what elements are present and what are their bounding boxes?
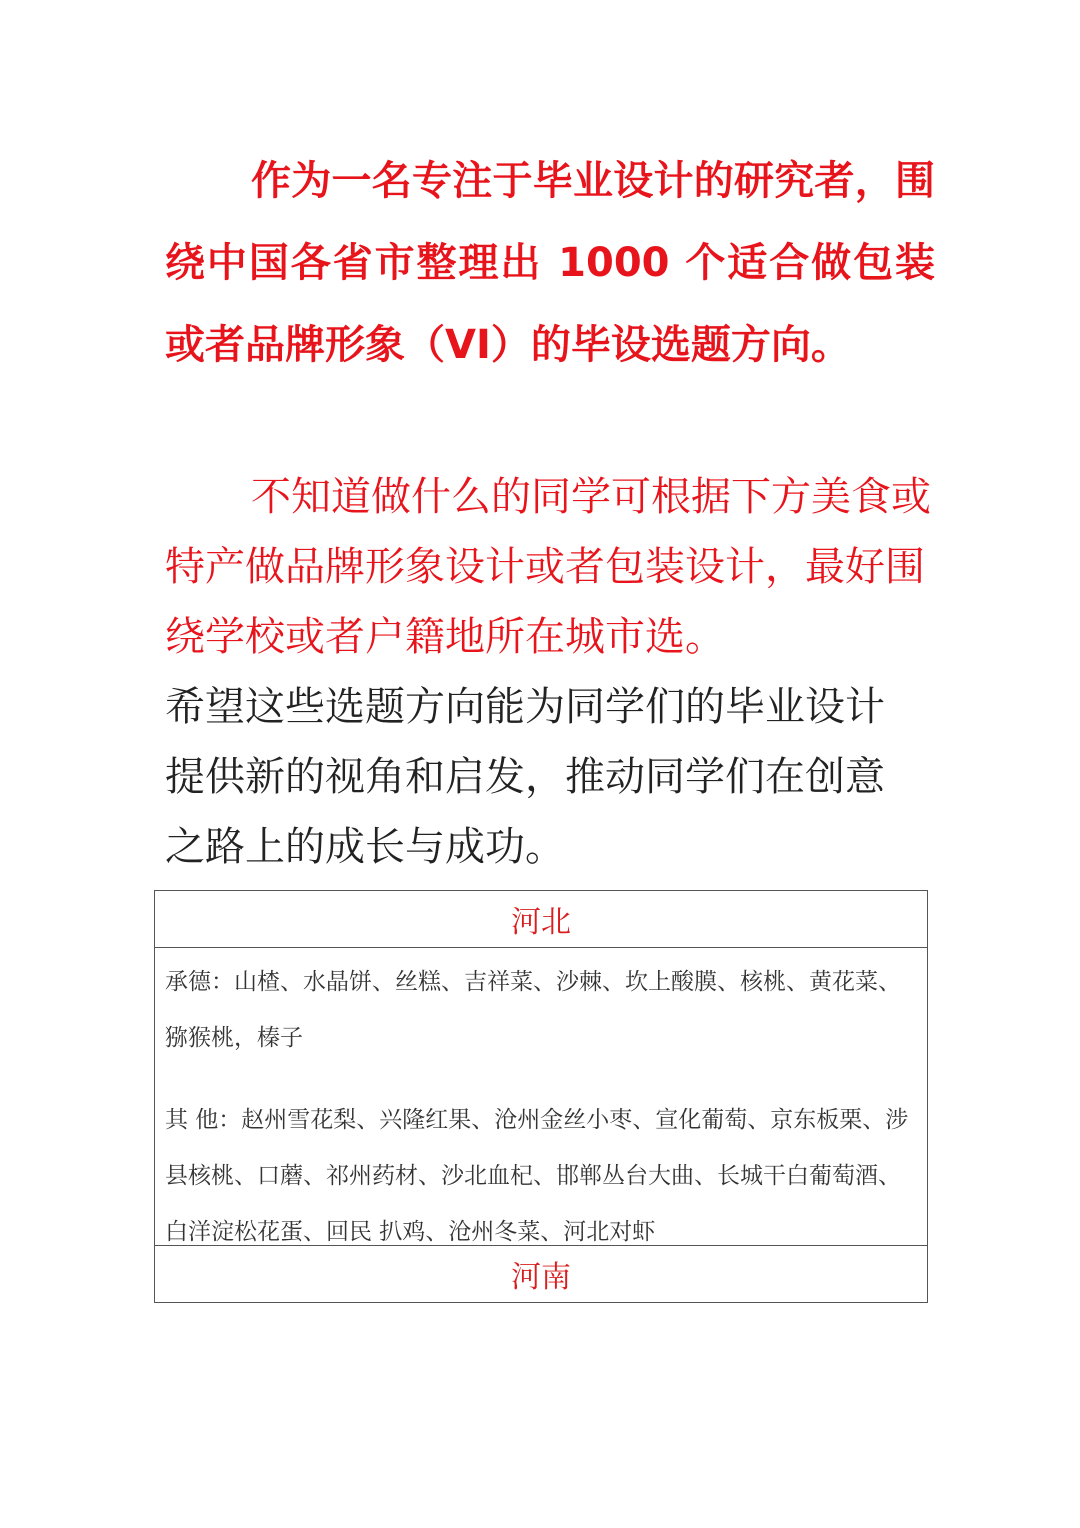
hope-paragraph: 希望这些选题方向能为同学们的毕业设计提供新的视角和启发，推动同学们在创意之路上的成长与成功。 <box>165 684 885 870</box>
province-entries-hebei <box>155 948 927 1246</box>
intro-paragraph: 作为一名专注于毕业设计的研究者，围绕中国各省市整理出 1000 个适合做包装或者品牌形象（VI）的毕设选题方向。 <box>165 158 935 368</box>
entry-chengde: 承德：山楂、水晶饼、丝糕、吉祥菜、沙棘、坎上酸膜、核桃、黄花菜、猕猴桃，榛子 <box>165 969 901 1051</box>
specialty-table <box>154 890 928 1303</box>
advice-paragraph: 不知道做什么的同学可根据下方美食或特产做品牌形象设计或者包装设计，最好围绕学校或者户籍地所在城市选。 <box>165 474 931 660</box>
province-header-hebei: 河北 <box>155 891 927 948</box>
entry-other: 其 他：赵州雪花梨、兴隆红果、沧州金丝小枣、宣化葡萄、京东板栗、涉县核桃、口蘑、祁州药材、沙北血杞、邯郸丛台大曲、长城干白葡萄酒、白洋淀松花蛋、回民 扒鸡、沧州冬菜、河北对虾 <box>165 1107 909 1245</box>
province-header-henan: 河南 <box>511 1260 571 1295</box>
